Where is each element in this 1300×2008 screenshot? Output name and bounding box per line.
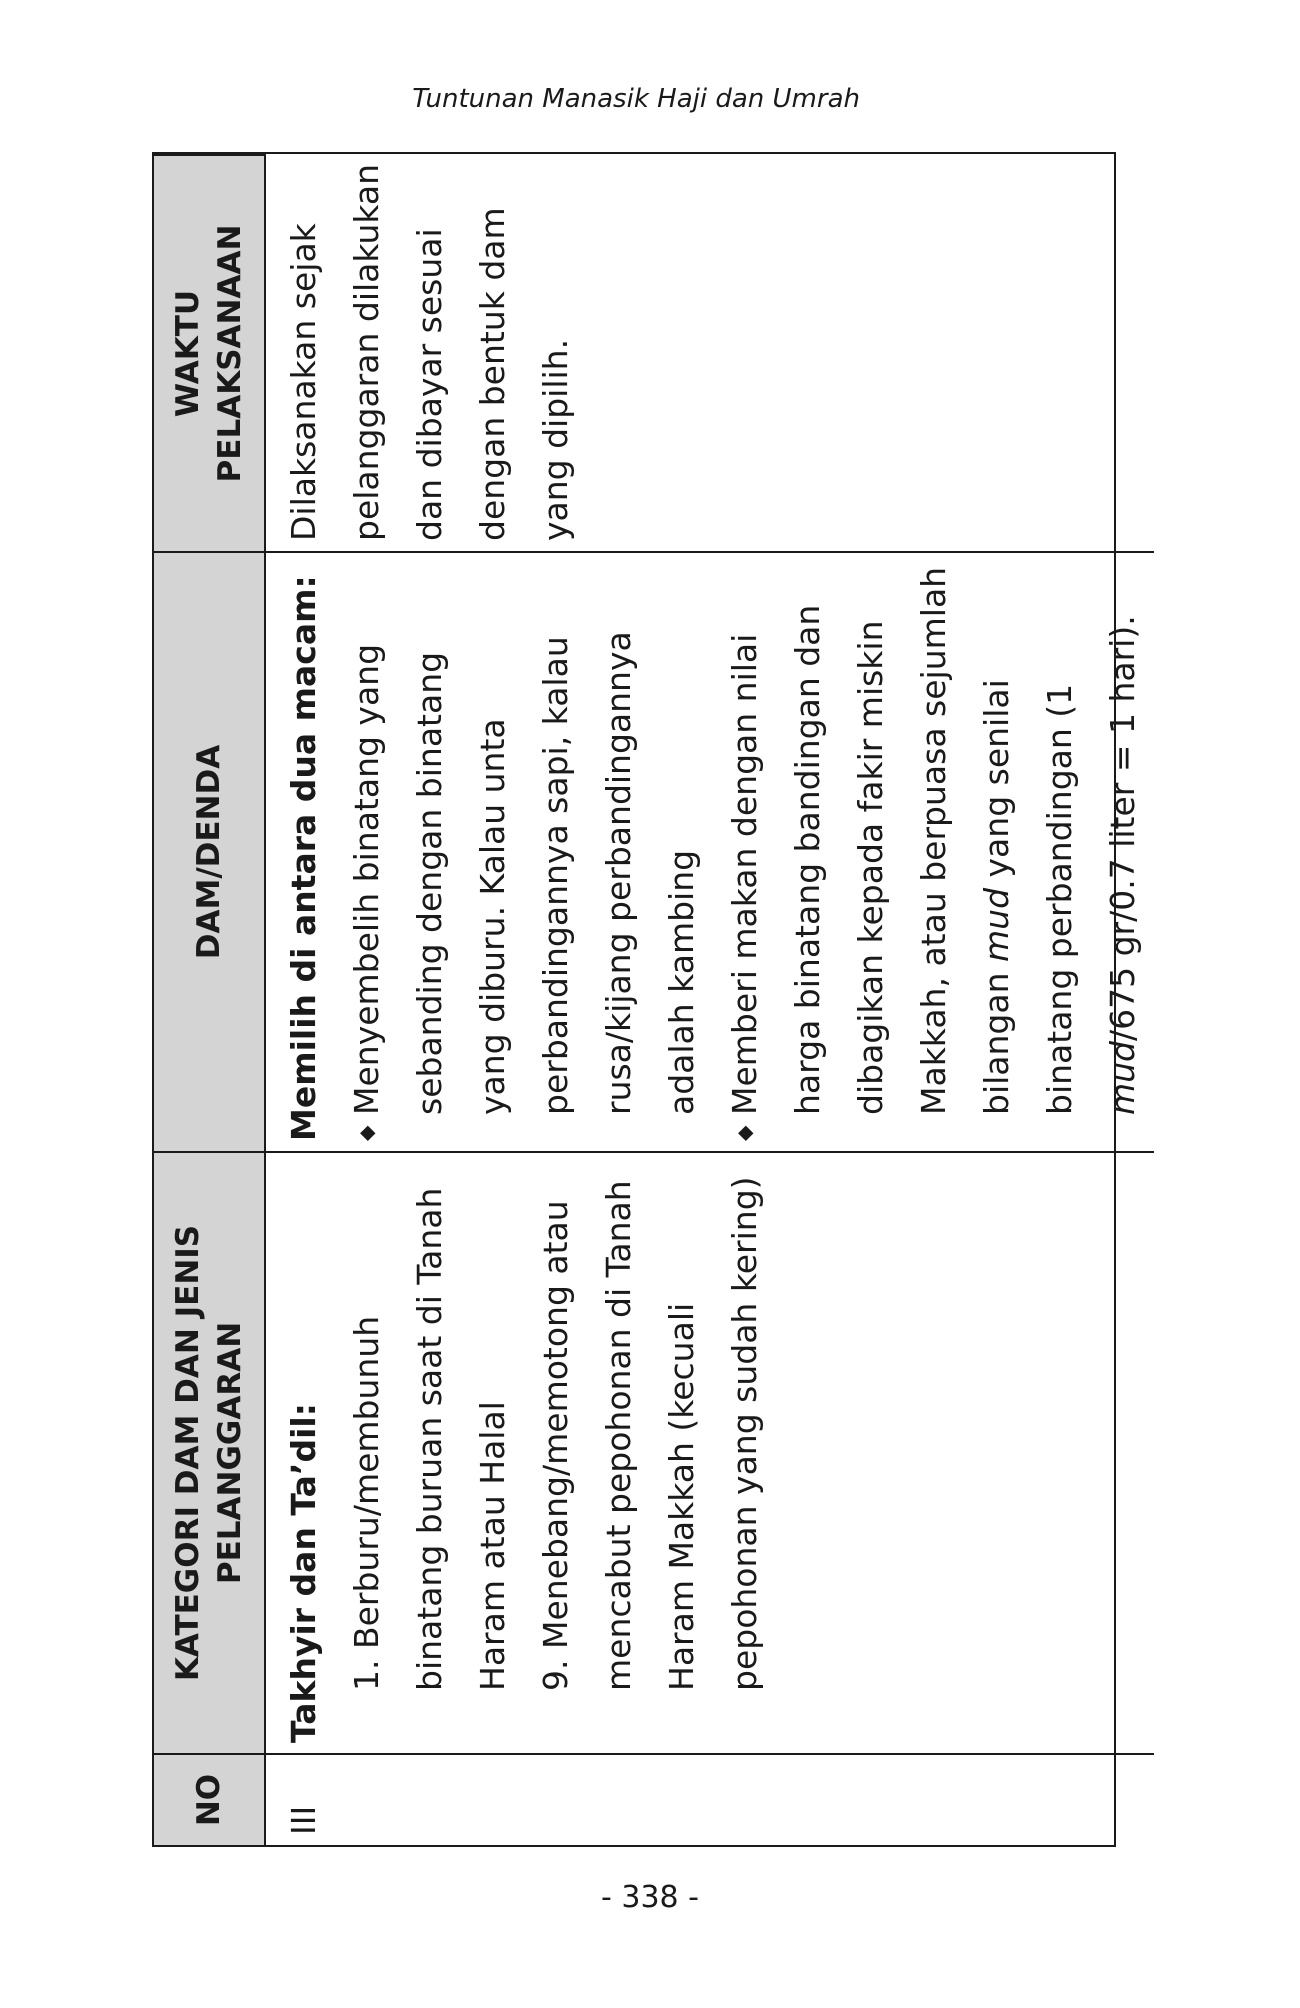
header-dam: DAM/DENDA <box>154 551 266 1151</box>
diamond-bullet-icon: ◆ <box>354 1125 378 1141</box>
dam-bullet-2 <box>713 561 1154 1141</box>
kategori-item-1: 1. Berburu/membunuh binatang buruan saat di Tanah Haram atau Halal <box>347 1187 512 1691</box>
kategori-title: Takhyir dan Ta’dil: <box>284 1403 323 1743</box>
rotated-table-wrapper <box>152 152 1142 1847</box>
page-number: - 338 - <box>601 1880 699 1915</box>
cell-dam <box>266 551 1154 1151</box>
dam-bullet-2-text <box>713 561 1154 1115</box>
dam-bullet-2-mud-2: mud <box>1103 1040 1142 1115</box>
header-no: NO <box>154 1753 266 1845</box>
cell-waktu: Dilaksanakan sejak pelanggaran dilakukan dan dibayar sesuai dengan bentuk dam yang dipilih. <box>284 163 575 541</box>
dam-bullet-2-part-2: yang senilai binatang perbandingan (1 <box>977 679 1079 1115</box>
cell-kategori <box>266 1151 1154 1753</box>
dam-bullet-1-text: Menyembelih binatang yang sebanding dengan binatang yang diburu. Kalau unta perbandingannya sapi, kalau rusa/kijang perbandingannya adalah kambing <box>347 631 701 1115</box>
dam-bullet-2-part-3: /675 gr/0.7 liter = 1 hari). <box>1103 615 1142 1041</box>
running-header: Tuntunan Manasik Haji dan Umrah <box>412 84 860 114</box>
dam-table <box>152 152 1142 1847</box>
dam-bullet-1 <box>335 561 713 1141</box>
diamond-bullet-icon: ◆ <box>732 1125 756 1141</box>
dam-bullet-2-part-1: Memberi makan dengan nilai harga binatang bandingan dan dibagikan kepada fakir miskin Makkah, atau berpuasa sejumlah bilangan <box>725 566 1016 1115</box>
cell-no: III <box>266 1753 1154 1845</box>
dam-title: Memilih di antara dua macam: <box>284 575 323 1141</box>
header-kategori: KATEGORI DAM DAN JENIS PELANGGARAN <box>154 1151 266 1753</box>
kategori-item-9: 9. Menebang/memotong atau mencabut pepohonan di Tanah Haram Makkah (kecuali pepohonan yang sudah kering) <box>536 1176 764 1691</box>
dam-bullet-2-mud-1: mud <box>977 887 1016 962</box>
header-waktu: WAKTU PELAKSANAAN <box>154 154 266 551</box>
